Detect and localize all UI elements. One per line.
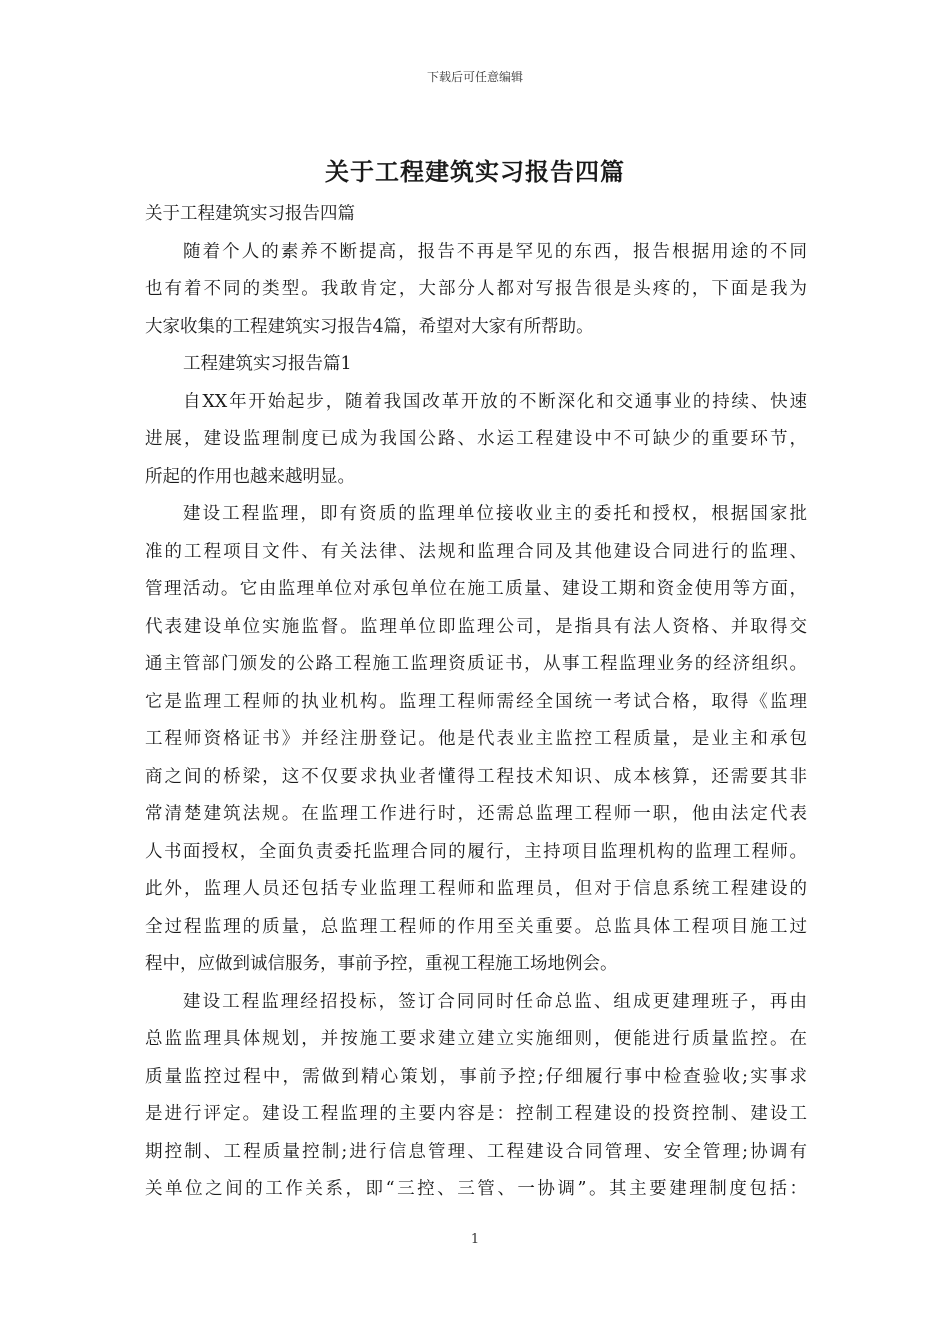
text-line: 工程建筑实习报告篇1 bbox=[183, 354, 352, 374]
text-line: 自XX年开始起步，随着我国改革开放的不断深化和交通事业的持续、快速 bbox=[183, 391, 807, 412]
text-line: 准的工程项目文件、有关法律、法规和监理合同及其他建设合同进行的监理、 bbox=[145, 541, 807, 562]
text-line: 进展，建设监理制度已成为我国公路、水运工程建设中不可缺少的重要环节， bbox=[145, 429, 807, 449]
text-line: 关于工程建筑实习报告四篇 bbox=[145, 204, 355, 224]
document-body bbox=[145, 196, 807, 1209]
text-line: 质量监控过程中，需做到精心策划，事前予控;仔细履行事中检查验收;实事求 bbox=[145, 1066, 807, 1087]
text-line: 全过程监理的质量，总监理工程师的作用至关重要。总监具体工程项目施工过 bbox=[145, 916, 807, 937]
text-line: 此外，监理人员还包括专业监理工程师和监理员，但对于信息系统工程建设的 bbox=[145, 879, 807, 899]
text-line: 工程师资格证书》并经注册登记。他是代表业主监控工程质量，是业主和承包 bbox=[145, 729, 807, 749]
text-line: 代表建设单位实施监督。监理单位即监理公司，是指具有法人资格、并取得交 bbox=[145, 616, 807, 637]
text-line: 关单位之间的工作关系，即“三控、三管、一协调”。其主要建理制度包括： bbox=[145, 1179, 807, 1199]
text-line: 它是监理工程师的执业机构。监理工程师需经全国统一考试合格，取得《监理 bbox=[145, 691, 807, 712]
text-line: 所起的作用也越来越明显。 bbox=[145, 466, 355, 487]
text-line: 也有着不同的类型。我敢肯定，大部分人都对写报告很是头疼的，下面是我为 bbox=[145, 279, 807, 299]
text-line: 大家收集的工程建筑实习报告4篇，希望对大家有所帮助。 bbox=[145, 316, 594, 337]
page-number: 1 bbox=[470, 1232, 480, 1247]
document-title: 关于工程建筑实习报告四篇 bbox=[325, 157, 625, 186]
page-header-note: 下载后可任意编辑 bbox=[426, 70, 523, 84]
text-line: 人书面授权，全面负责委托监理合同的履行，主持项目监理机构的监理工程师。 bbox=[145, 841, 807, 862]
text-line: 总监监理具体规划，并按施工要求建立建立实施细则，便能进行质量监控。在 bbox=[145, 1029, 807, 1049]
text-line: 管理活动。它由监理单位对承包单位在施工质量、建设工期和资金使用等方面， bbox=[145, 579, 807, 599]
text-line: 建设工程监理经招投标，签订合同同时任命总监、组成更建理班子，再由 bbox=[183, 991, 807, 1012]
text-line: 期控制、工程质量控制;进行信息管理、工程建设合同管理、安全管理;协调有 bbox=[145, 1141, 807, 1162]
text-line: 程中，应做到诚信服务，事前予控，重视工程施工场地例会。 bbox=[145, 954, 618, 974]
text-line: 常清楚建筑法规。在监理工作进行时，还需总监理工程师一职，他由法定代表 bbox=[145, 804, 807, 824]
text-line: 建设工程监理，即有资质的监理单位接收业主的委托和授权，根据国家批 bbox=[183, 504, 807, 524]
text-line: 通主管部门颁发的公路工程施工监理资质证书，从事工程监理业务的经济组织。 bbox=[145, 654, 807, 674]
text-line: 商之间的桥梁，这不仅要求执业者懂得工程技术知识、成本核算，还需要其非 bbox=[145, 766, 807, 787]
text-line: 是进行评定。建设工程监理的主要内容是：控制工程建设的投资控制、建设工 bbox=[145, 1104, 807, 1124]
text-line: 随着个人的素养不断提高，报告不再是罕见的东西，报告根据用途的不同 bbox=[183, 241, 807, 262]
